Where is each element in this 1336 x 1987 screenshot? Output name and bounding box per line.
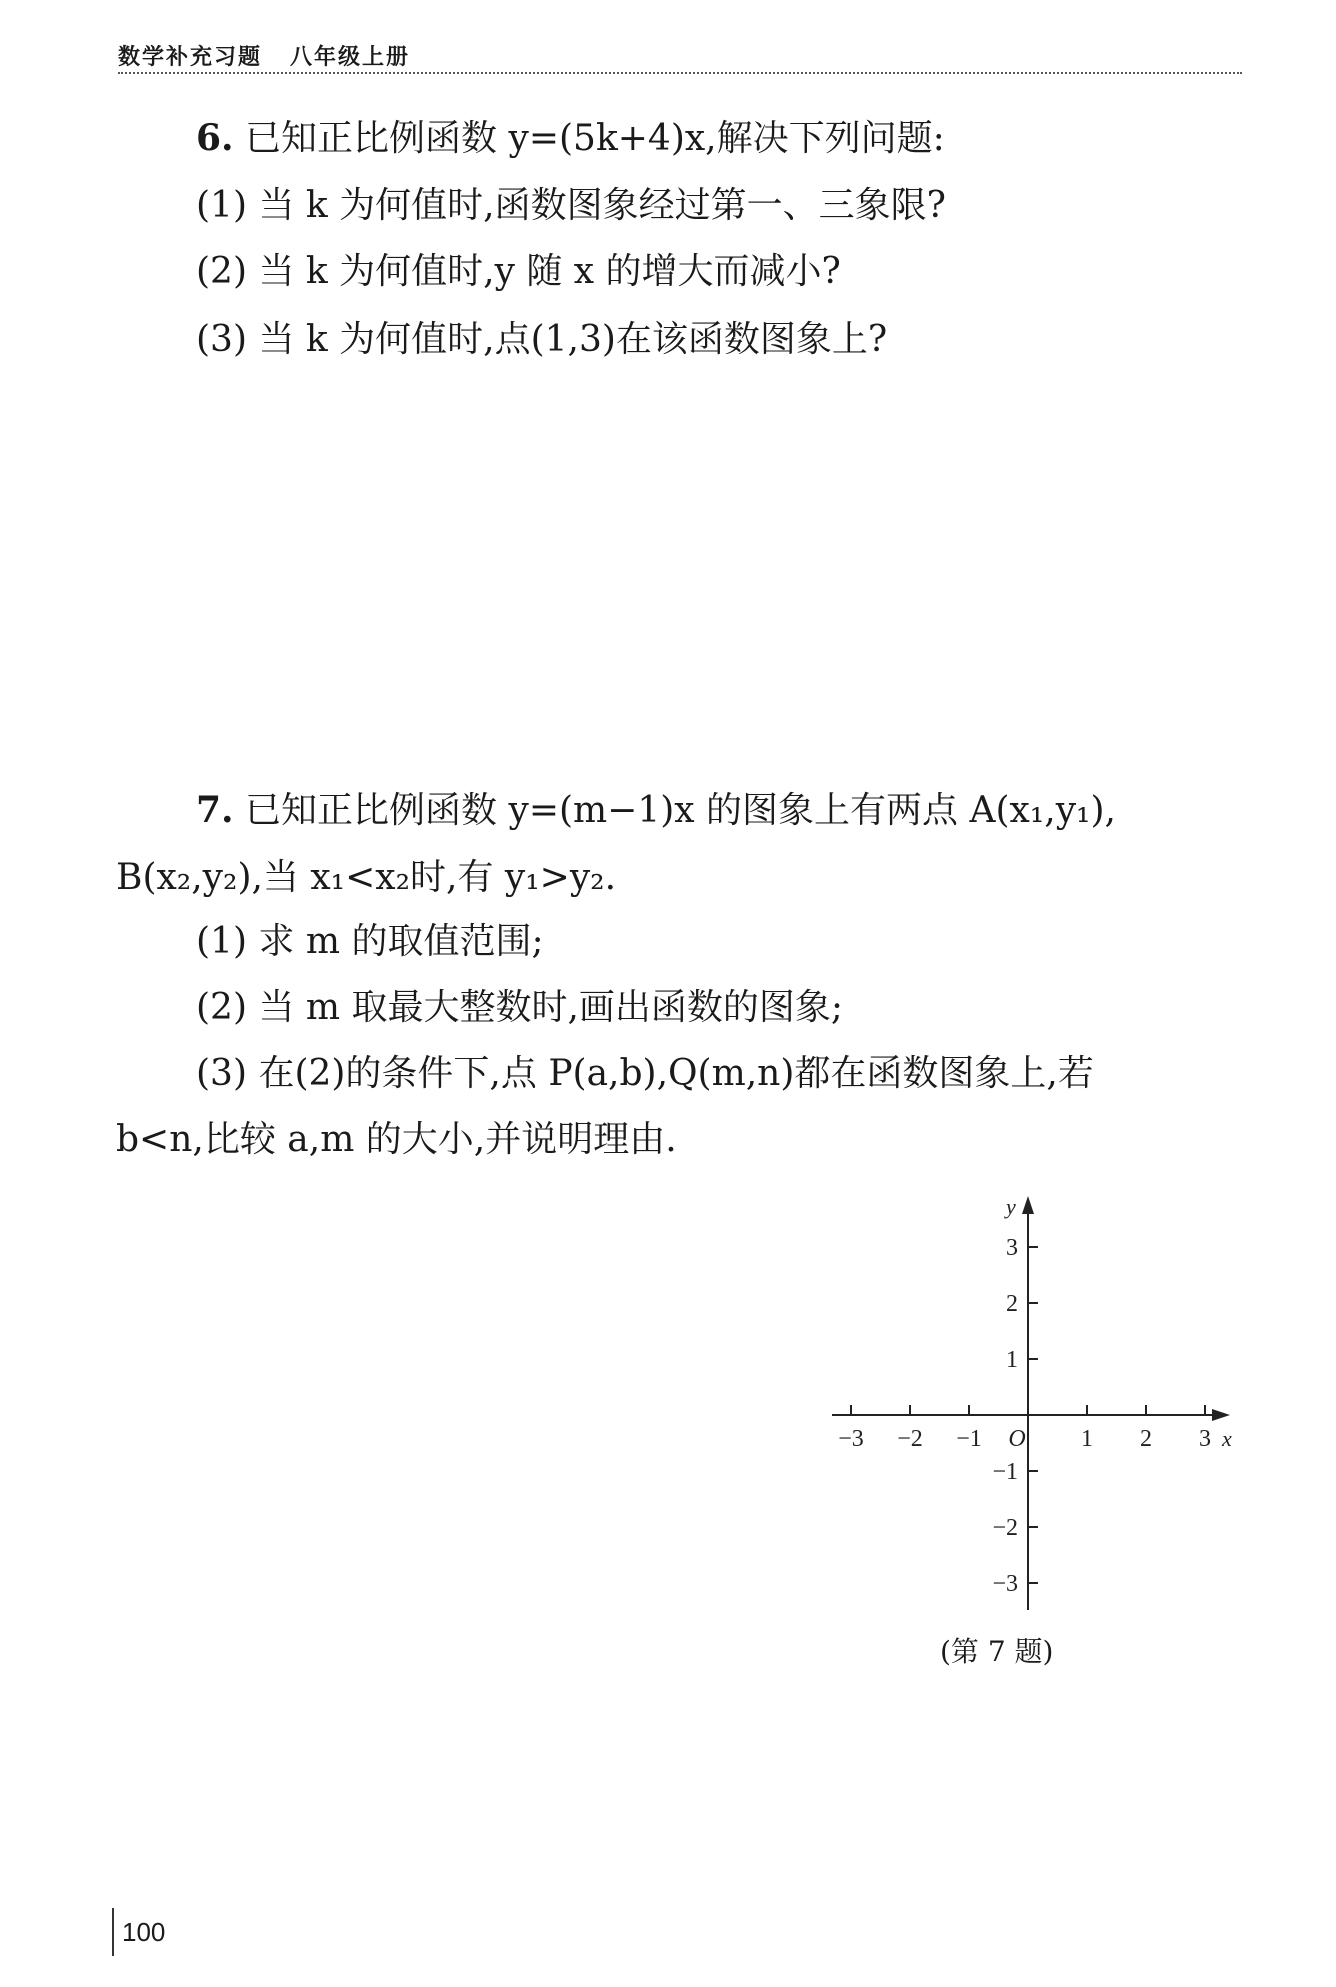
running-header	[118, 40, 410, 71]
q7-part-3: (3) 在(2)的条件下,点 P(a,b),Q(m,n)都在函数图象上,若	[196, 1053, 1094, 1094]
grade-label: 八年级上册	[290, 45, 411, 70]
origin-label: O	[1008, 1426, 1026, 1452]
q6-part-2: (2) 当 k 为何值时,y 随 x 的增大而减小?	[196, 251, 841, 292]
x-tick-label: 3	[1199, 1426, 1211, 1452]
q6-number: 6.	[196, 117, 234, 159]
y-tick-label: −1	[992, 1459, 1018, 1485]
q7-stem-text: 已知正比例函数 y=(m−1)x 的图象上有两点 A(x₁,y₁),	[245, 790, 1116, 831]
q7-number: 7.	[196, 789, 234, 831]
page-number-bar	[112, 1908, 114, 1956]
x-tick-label: −1	[956, 1426, 982, 1452]
q6-part-1: (1) 当 k 为何值时,函数图象经过第一、三象限?	[196, 185, 946, 226]
q6-part-3: (3) 当 k 为何值时,点(1,3)在该函数图象上?	[196, 319, 888, 360]
figure-caption: (第 7 题)	[940, 1635, 1054, 1668]
q7-part-1: (1) 求 m 的取值范围;	[196, 921, 544, 962]
y-tick-label: 2	[1006, 1291, 1018, 1317]
y-tick-label: −3	[992, 1571, 1018, 1597]
q7-stem-line1	[196, 789, 1116, 831]
x-axis-label: x	[1222, 1426, 1232, 1451]
header-divider	[118, 72, 1242, 74]
q7-part-2: (2) 当 m 取最大整数时,画出函数的图象;	[196, 987, 844, 1028]
y-axis-label: y	[1006, 1194, 1016, 1219]
y-axis-arrow-icon	[1022, 1196, 1034, 1214]
x-axis-arrow-icon	[1212, 1409, 1230, 1421]
x-tick-label: 2	[1140, 1426, 1152, 1452]
q7-part-3-cont: b<n,比较 a,m 的大小,并说明理由.	[116, 1119, 677, 1160]
y-tick-label: 1	[1006, 1347, 1018, 1373]
book-title: 数学补充习题	[118, 45, 263, 70]
page-number: 100	[122, 1917, 166, 1947]
q7-stem-line2: B(x₂,y₂),当 x₁<x₂时,有 y₁>y₂.	[116, 857, 617, 898]
x-tick-label: 1	[1081, 1426, 1093, 1452]
q6-stem	[196, 117, 945, 159]
q6-stem-text: 已知正比例函数 y=(5k+4)x,解决下列问题:	[245, 118, 945, 159]
coordinate-axes-figure	[820, 1190, 1240, 1620]
x-tick-label: −3	[838, 1426, 864, 1452]
y-tick-label: −2	[992, 1515, 1018, 1541]
y-tick-label: 3	[1006, 1235, 1018, 1261]
x-tick-label: −2	[897, 1426, 923, 1452]
